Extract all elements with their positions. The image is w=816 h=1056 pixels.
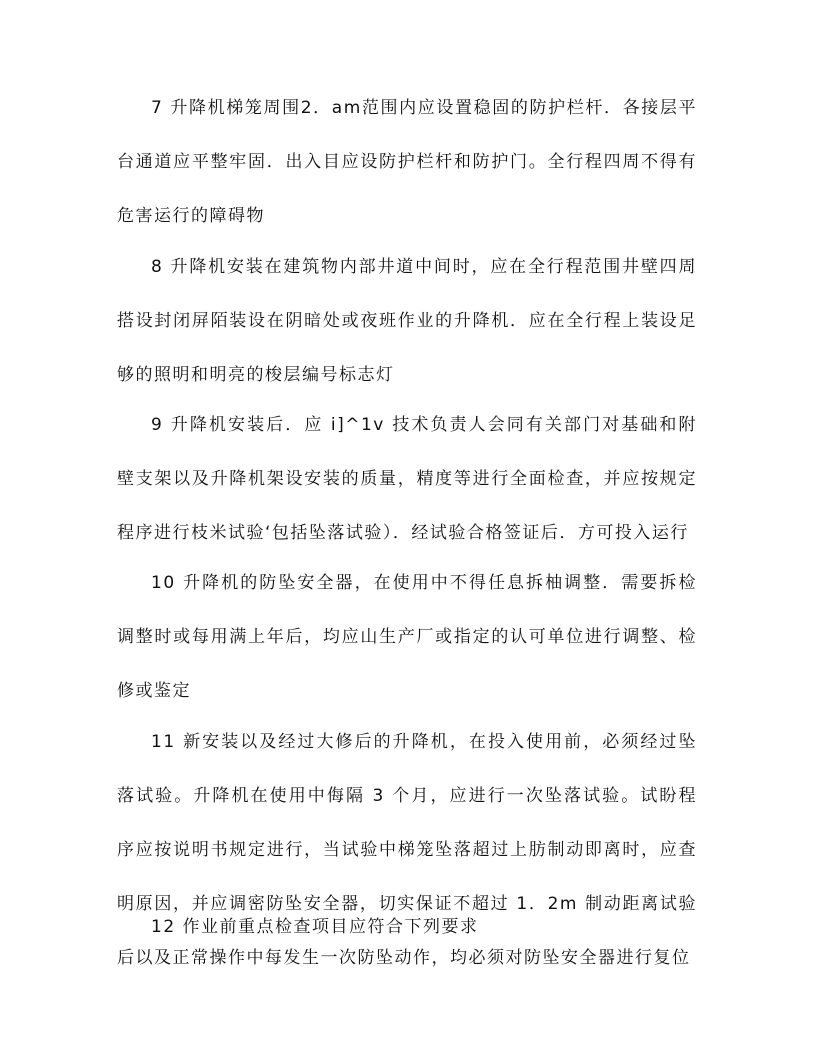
paragraph-8: 8 升降机安装在建筑物内部井道中间时，应在全行程范围井壁四周搭设封闭屏陌装设在阴暗处或夜班作业的升降机．应在全行程上装设足够的照明和明亮的梭层编号标志灯: [117, 257, 697, 385]
paragraph-10: 10 升降机的防坠安全器，在使用中不得任息拆柚调整．需要拆检调整时或每用满上年后，均应山生产厂或指定的认可单位进行调整、检修或鉴定: [117, 573, 697, 701]
paragraph-9: 9 升降机安装后．应 i]^1v 技术负责人会同有关部门对基础和附壁支架以及升降机架设安装的质量，精度等进行全面检查，并应按规定程序进行枝米试验‘包括坠落试验）．经试验合格签证后．方可投入运行: [117, 415, 697, 543]
paragraph-11: 11 新安装以及经过大修后的升降机，在投入使用前，必须经过坠落试验。升降机在使用中侮隔 3 个月，应进行一次坠落试验。试盼程序应按说明书规定进行，当试验中梯笼坠落超过上肪制动即离时，应查明原因，并应调密防坠安全器，切实保证不超过 1．2m 制动距离试验后以及正常操作中每发生一次防坠动作，均必须对防坠安全器进行复位: [117, 732, 697, 968]
paragraph-12: 12 作业前重点检查项目应符合下列要求: [151, 917, 479, 937]
paragraph-7: 7 升降机梯笼周围2．am范围内应设置稳固的防护栏杆．各接层平台通道应平整牢固．出入目应设防护栏杆和防护门。全行程四周不得有危害运行的障碍物: [117, 98, 697, 226]
